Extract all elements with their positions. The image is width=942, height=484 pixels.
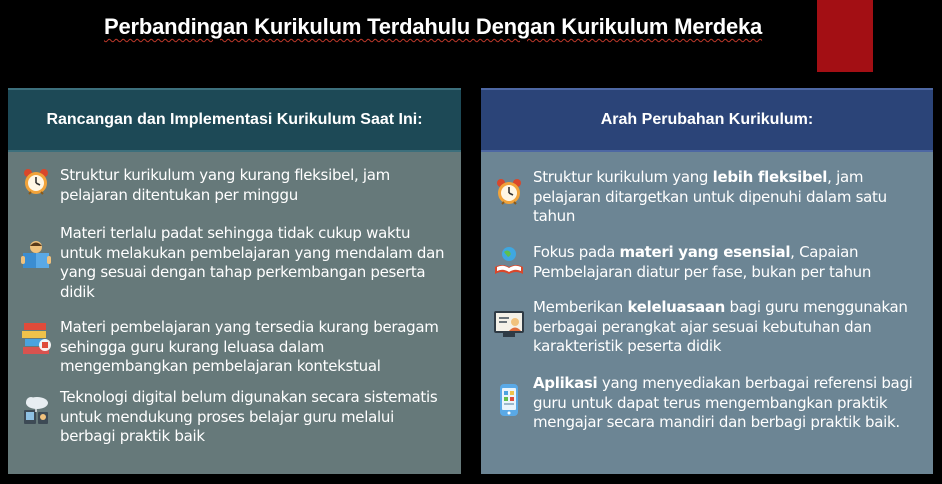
accent-block [817,0,873,72]
list-item [8,318,453,377]
item-text-pre: Fokus pada [533,243,620,261]
item-text: Materi terlalu padat sehingga tidak cukup waktu untuk melakukan pembelajaran yang mendalam dan yang sesuai dengan tahap perkembangan peserta didik [60,224,445,301]
teacher-board-icon [493,308,525,340]
item-text: Materi pembelajaran yang tersedia kurang beragam sehingga guru kurang leluasa dalam mengembangkan pembelajaran kontekstual [60,318,439,375]
page-title: Perbandingan Kurikulum Terdahulu Dengan Kurikulum Merdeka [104,14,763,39]
alarm-clock-icon [493,176,525,208]
list-item [8,388,453,447]
panel-body [481,152,933,474]
reading-book-icon [20,238,52,270]
item-text-pre: Struktur kurikulum yang [533,168,713,186]
panel-header: Rancangan dan Implementasi Kurikulum Saat Ini: [8,88,461,152]
alarm-clock-icon [20,166,52,198]
app-phone-icon [493,384,525,416]
list-item [8,166,453,205]
item-text: Teknologi digital belum digunakan secara sistematis untuk mendukung proses belajar guru melalui berbagi praktik baik [60,388,438,445]
list-item [481,374,925,433]
curriculum-change-panel [481,88,933,474]
list-item [8,224,453,302]
item-text [533,374,925,433]
list-item [481,243,925,282]
item-text-post: bagi guru menggunakan berbagai perangkat ajar sesuai kebutuhan dan karakteristik peserta didik [533,298,908,355]
list-item [481,298,925,357]
panel-body [8,152,461,474]
item-text-bold: lebih fleksibel [712,168,828,186]
item-text-post: , jam pelajaran ditargetkan untuk dipenuhi dalam satu tahun [533,168,887,225]
item-text-bold: materi yang esensial [619,243,791,261]
item-text: Struktur kurikulum yang kurang fleksibel, jam pelajaran ditentukan per minggu [60,166,390,204]
item-text-bold: Aplikasi [533,374,598,392]
panel-header: Arah Perubahan Kurikulum: [481,88,933,152]
item-text [533,168,925,227]
item-text-bold: keleluasaan [627,298,726,316]
current-curriculum-panel [8,88,461,474]
item-text [533,298,925,357]
list-item [481,168,925,227]
item-text-post: , Capaian Pembelajaran diatur per fase, bukan per tahun [533,243,872,281]
item-text-post: yang menyediakan berbagai referensi bagi guru untuk dapat terus mengembangkan praktik mengajar secara mandiri dan berbagi praktik baik. [533,374,913,431]
stacked-books-icon [20,322,52,354]
item-text-pre: Memberikan [533,298,628,316]
cloud-device-icon [20,394,52,426]
item-text [533,243,925,282]
globe-book-icon [493,245,525,277]
